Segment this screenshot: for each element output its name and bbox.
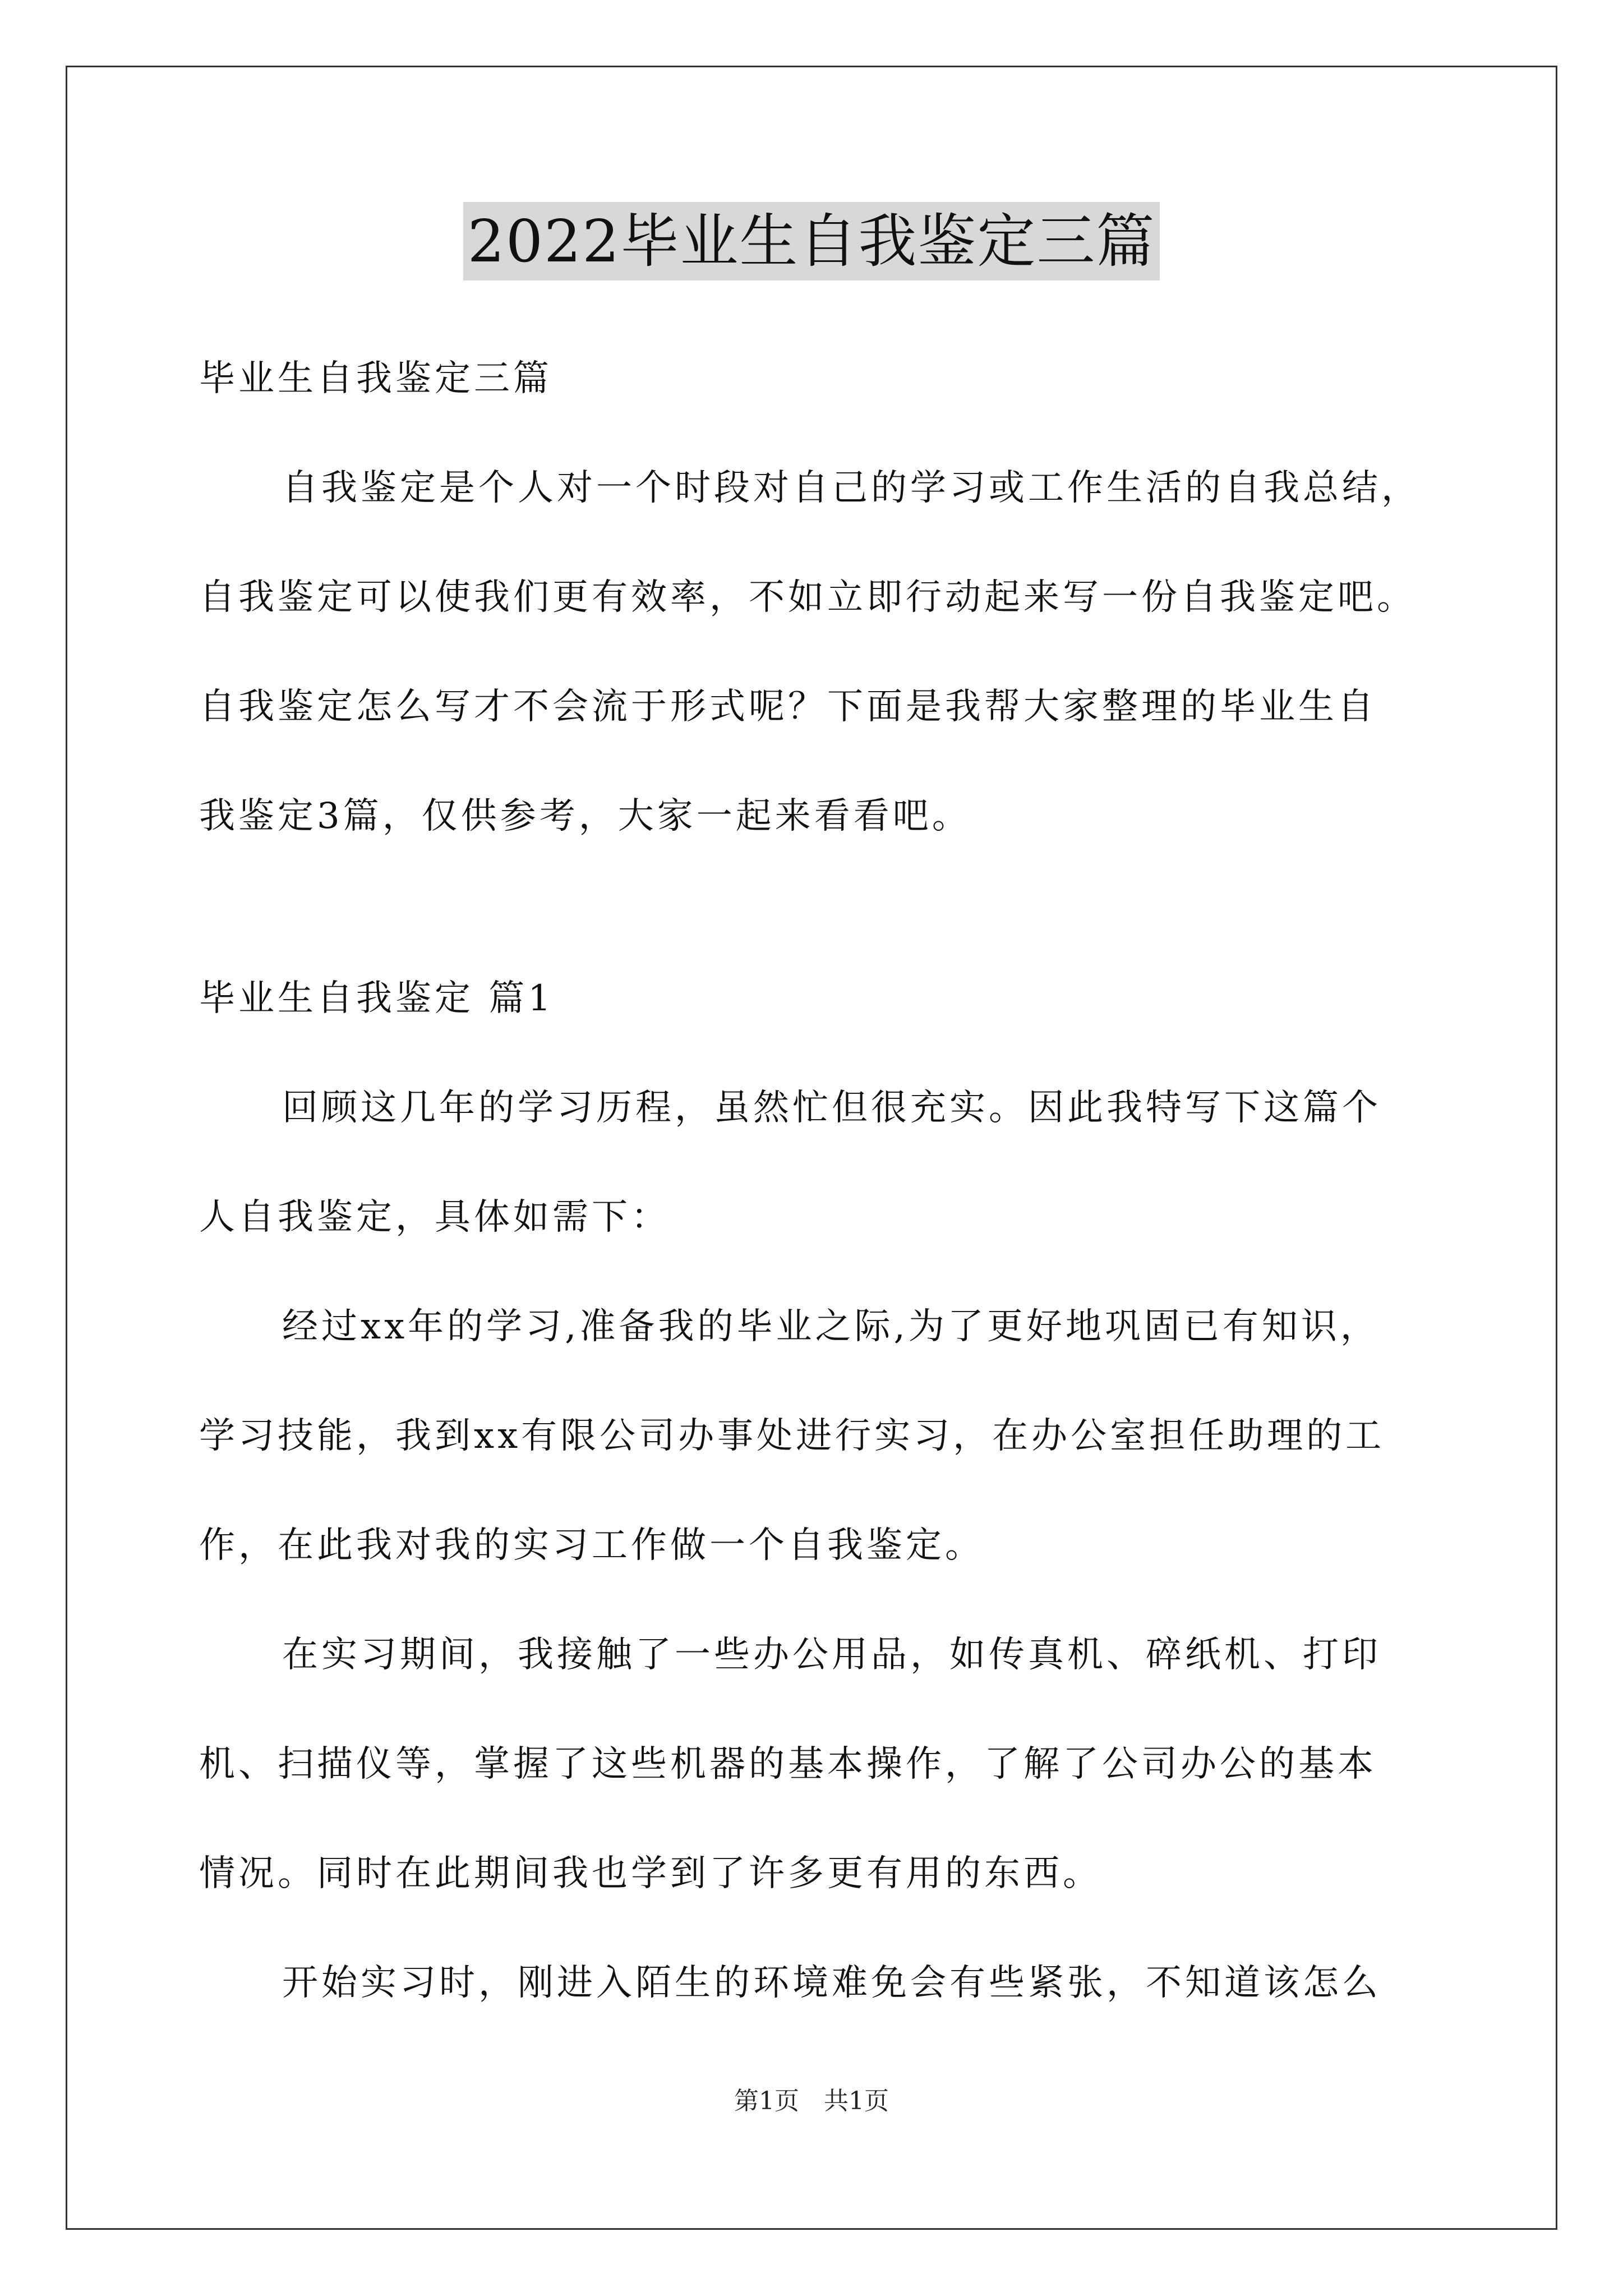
paragraph-line: 自我鉴定可以使我们更有效率，不如立即行动起来写一份自我鉴定吧。 bbox=[199, 577, 1416, 618]
paragraph-line: 机、扫描仪等，掌握了这些机器的基本操作，了解了公司办公的基本 bbox=[199, 1743, 1377, 1785]
section-heading: 毕业生自我鉴定 篇1 bbox=[199, 978, 555, 1019]
paragraph-line: 经过xx年的学习,准备我的毕业之际,为了更好地巩固已有知识， bbox=[282, 1306, 1380, 1347]
title-container bbox=[0, 202, 1623, 280]
paragraph-line: 自我鉴定怎么写才不会流于形式呢？下面是我帮大家整理的毕业生自 bbox=[199, 686, 1377, 728]
paragraph-line: 自我鉴定是个人对一个时段对自己的学习或工作生活的自我总结， bbox=[282, 467, 1421, 509]
paragraph-line: 情况。同时在此期间我也学到了许多更有用的东西。 bbox=[199, 1853, 1102, 1894]
paragraph-line: 作，在此我对我的实习工作做一个自我鉴定。 bbox=[199, 1525, 984, 1566]
section-heading: 毕业生自我鉴定三篇 bbox=[199, 358, 552, 399]
paragraph-line: 开始实习时，刚进入陌生的环境难免会有些紧张，不知道该怎么 bbox=[282, 1962, 1381, 2004]
paragraph-line: 我鉴定3篇，仅供参考，大家一起来看看吧。 bbox=[199, 795, 971, 837]
paragraph-line: 人自我鉴定，具体如需下： bbox=[199, 1197, 670, 1238]
paragraph-line: 学习技能，我到xx有限公司办事处进行实习，在办公室担任助理的工 bbox=[199, 1415, 1385, 1457]
document-title: 2022毕业生自我鉴定三篇 bbox=[463, 202, 1160, 280]
page-number-footer: 第1页 共1页 bbox=[734, 2087, 889, 2115]
paragraph-line: 回顾这几年的学习历程，虽然忙但很充实。因此我特写下这篇个 bbox=[282, 1087, 1381, 1129]
paragraph-line: 在实习期间，我接触了一些办公用品，如传真机、碎纸机、打印 bbox=[282, 1634, 1381, 1676]
